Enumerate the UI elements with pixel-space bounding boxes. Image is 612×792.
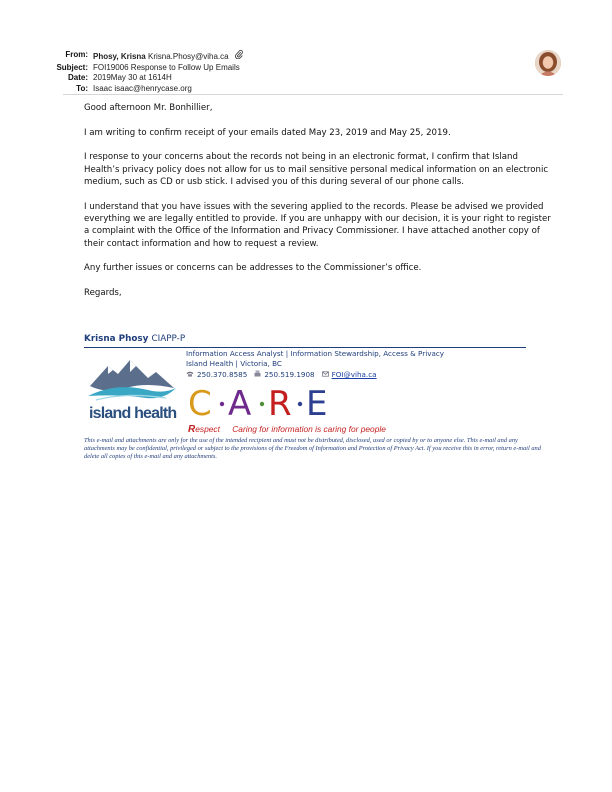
to-label: To: xyxy=(76,83,88,93)
date-value: 2019May 30 at 1614H xyxy=(93,73,172,82)
care-letter-c: C xyxy=(188,384,212,422)
logo-wordmark: island health xyxy=(89,405,177,422)
subject-row xyxy=(20,63,540,74)
header-separator xyxy=(63,94,563,95)
care-letter-r: R xyxy=(268,384,292,422)
from-label: From: xyxy=(65,50,88,59)
paragraph-4: Any further issues or concerns can be addresses to the Commissioner’s office. xyxy=(84,263,422,274)
signature-org: Island Health | Victoria, BC xyxy=(186,359,282,369)
signature-title: Information Access Analyst | Information Stewardship, Access & Privacy xyxy=(186,349,445,358)
subject-value: FOI19006 Response to Follow Up Emails xyxy=(93,62,240,72)
paragraph-2: I response to your concerns about the records not being in an electronic format, I confirm that Island Health’s privacy policy does not allow for us to mail sensitive personal medical information on an electronic medium, such as CD or usb stick. I advised you of this during several of our phone calls. xyxy=(84,152,549,187)
phone-number[interactable]: 250.370.8585 xyxy=(197,369,248,379)
greeting: Good afternoon Mr. Bonhillier, xyxy=(84,103,213,113)
email-icon xyxy=(322,370,329,380)
date-label: Date: xyxy=(67,73,88,82)
to-row xyxy=(20,84,540,95)
signature-rule xyxy=(84,347,526,348)
fax-icon xyxy=(254,370,261,380)
tagline-caring: Caring for information is caring for people xyxy=(232,424,386,434)
care-letter-a: A xyxy=(228,384,252,422)
confidentiality-disclaimer: This e-mail and attachments are only for the use of the intended recipient and must not be distributed, disclosed, used or copied by or to anyone else. This e-mail and any attachments may be confidential, privileged or subject to the provisions of the Freedom of Information and Protection of Privacy Act. If you receive this in error, return e-mail and delete all copies of this e-mail and any attachments. xyxy=(84,437,541,461)
to-value[interactable]: Isaac isaac@henrycase.org xyxy=(93,83,192,93)
fax-number[interactable]: 250.519.1908 xyxy=(264,369,315,379)
signature-credential: CIAPP-P xyxy=(151,334,186,344)
from-name[interactable]: Phosy, Krisna xyxy=(93,52,146,61)
care-logo xyxy=(188,382,338,422)
paperclip-icon[interactable] xyxy=(235,50,243,62)
from-email[interactable]: Krisna.Phosy@viha.ca xyxy=(148,52,229,61)
phone-icon xyxy=(186,370,194,380)
paragraph-1: I am writing to confirm receipt of your emails dated May 23, 2019 and May 25, 2019. xyxy=(84,127,451,138)
island-health-logo xyxy=(86,352,178,422)
signature-info xyxy=(186,349,444,380)
email-body xyxy=(84,102,554,312)
signature-contacts xyxy=(186,370,444,380)
date-row xyxy=(20,73,540,84)
subject-label: Subject: xyxy=(56,62,88,72)
email-link[interactable]: FOI@viha.ca xyxy=(331,369,377,379)
signature-name: Krisna Phosy CIAPP-P xyxy=(84,334,186,344)
care-letter-e: E xyxy=(306,384,328,422)
care-tagline xyxy=(188,424,386,435)
paragraph-3: I understand that you have issues with the severing applied to the records. Please be advised we provided everything we are legally entitled to provide. If you are unhappy with our decision, it is your right to register a complaint with the Office of the Information and Privacy Commissioner. I have attached another copy of their contact information and how to request a review. xyxy=(84,201,551,249)
tagline-respect: espect xyxy=(195,424,220,434)
from-row xyxy=(20,50,540,63)
tagline-r: R xyxy=(188,424,196,435)
sender-avatar[interactable] xyxy=(535,50,561,76)
closing: Regards, xyxy=(84,287,122,298)
email-header xyxy=(20,50,540,94)
